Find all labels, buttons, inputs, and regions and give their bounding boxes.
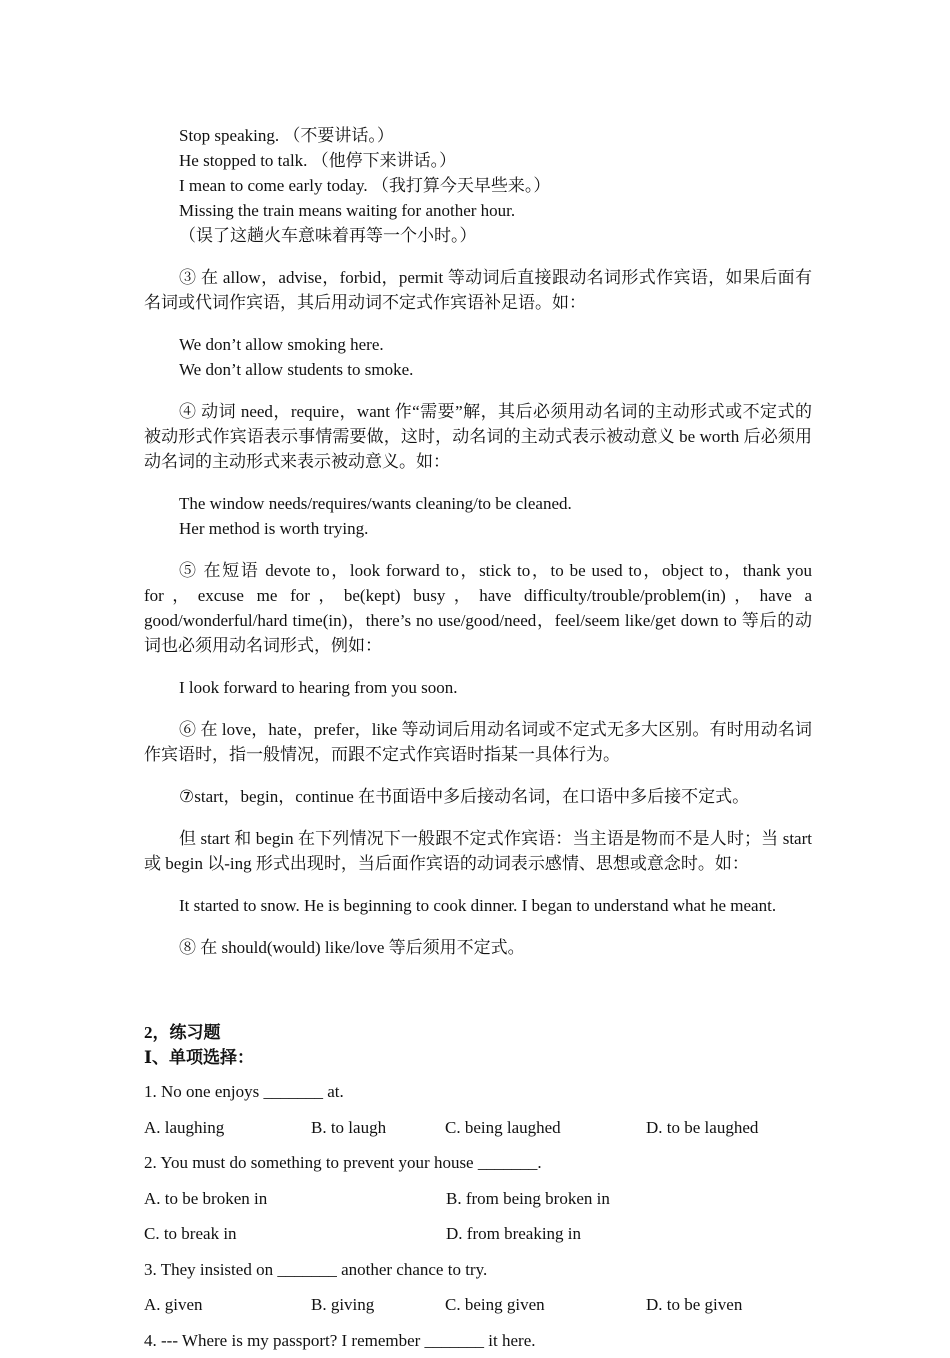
rule-7-example: It started to snow. He is beginning to cook dinner. I began to understand what he meant. [144,893,812,918]
spacer [144,960,812,1010]
option-b[interactable]: B. to laugh [311,1110,445,1146]
example-line: I mean to come early today. （我打算今天早些来。） [144,173,812,198]
subsection-title: Ⅰ、单项选择： [144,1045,812,1070]
example-line: Stop speaking. （不要讲话。） [144,123,812,148]
option-c[interactable]: C. being given [445,1287,646,1323]
example-line: We don’t allow smoking here. [144,332,812,357]
rule-7b: 但 start 和 begin 在下列情况下一般跟不定式作宾语：当主语是物而不是人时；当 start 或 begin 以-ing 形式出现时，当后面作宾语的动词表示感情、思想或意念时。如： [144,826,812,876]
option-a[interactable]: A. laughing [144,1110,311,1146]
question-3-options [144,1287,812,1323]
section-title: 2，练习题 [144,1020,812,1045]
option-a[interactable]: A. to be broken in [144,1181,446,1217]
example-line: Missing the train means waiting for another hour. [144,198,812,223]
rule-8: ⑧ 在 should(would) like/love 等后须用不定式。 [144,935,812,960]
option-c[interactable]: C. being laughed [445,1110,646,1146]
example-line: He stopped to talk. （他停下来讲话。） [144,148,812,173]
rule-6: ⑥ 在 love，hate，prefer，like 等动词后用动名词或不定式无多大区别。有时用动名词作宾语时，指一般情况，而跟不定式作宾语时指某一具体行为。 [144,717,812,767]
rule-5: ⑤ 在短语 devote to，look forward to，stick to，to be used to，object to，thank you for，excuse me for，be(kept) busy，have difficulty/trouble/problem(in)，have a good/wonderful/hard time(in)，there’s no use/good/need，feel/seem like/get down to 等后的动词也必须用动名词形式，例如： [144,558,812,658]
question-1: 1. No one enjoys _______ at. [144,1074,812,1110]
rule-3: ③ 在 allow，advise，forbid，permit 等动词后直接跟动名词形式作宾语，如果后面有名词或代词作宾语，其后用动词不定式作宾语补足语。如： [144,265,812,315]
rule-7a: ⑦start，begin，continue 在书面语中多后接动名词，在口语中多后接不定式。 [144,784,812,809]
example-line: Her method is worth trying. [144,516,812,541]
question-2: 2. You must do something to prevent your house _______. [144,1145,812,1181]
example-line: The window needs/requires/wants cleaning/to be cleaned. [144,491,812,516]
option-c[interactable]: C. to break in [144,1216,446,1252]
question-2-options-row2 [144,1216,812,1252]
option-d[interactable]: D. from breaking in [446,1216,748,1252]
option-b[interactable]: B. giving [311,1287,445,1323]
option-b[interactable]: B. from being broken in [446,1181,748,1217]
question-4: 4. --- Where is my passport? I remember _______ it here. [144,1323,812,1358]
question-1-options [144,1110,812,1146]
option-a[interactable]: A. given [144,1287,311,1323]
example-translation: （误了这趟火车意味着再等一个小时。） [144,223,812,248]
option-d[interactable]: D. to be laughed [646,1110,758,1146]
question-2-options-row1 [144,1181,812,1217]
example-line: We don’t allow students to smoke. [144,357,812,382]
question-3: 3. They insisted on _______ another chance to try. [144,1252,812,1288]
example-line: I look forward to hearing from you soon. [144,675,812,700]
document-page [144,123,812,1358]
rule-4: ④ 动词 need，require，want 作“需要”解，其后必须用动名词的主动形式或不定式的被动形式作宾语表示事情需要做，这时，动名词的主动式表示被动意义 be worth 后必须用动名词的主动形式来表示被动意义。如： [144,399,812,474]
option-d[interactable]: D. to be given [646,1287,742,1323]
